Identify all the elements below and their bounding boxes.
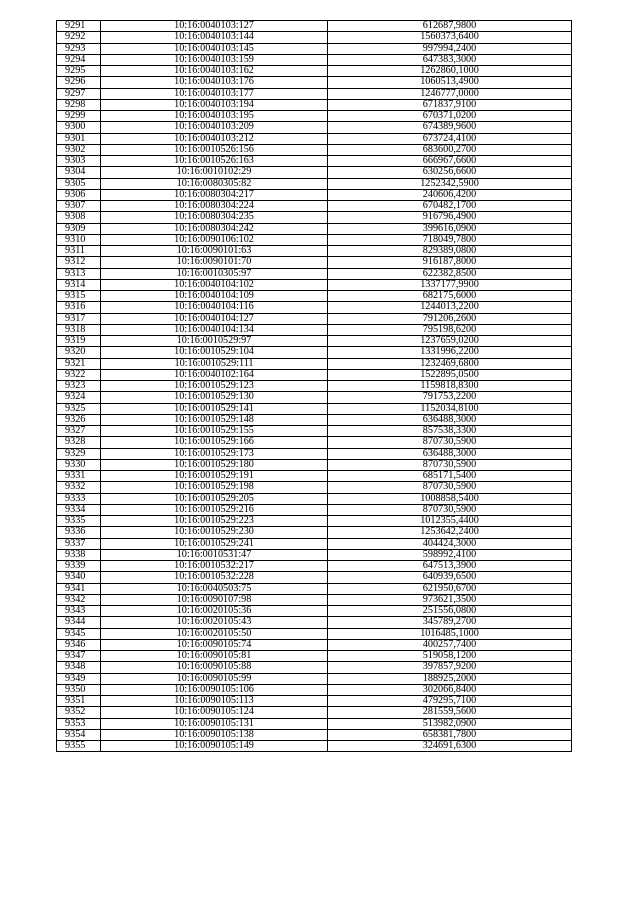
row-number-cell: 9351 — [57, 696, 101, 707]
row-number-cell: 9350 — [57, 684, 101, 695]
row-number-cell: 9352 — [57, 707, 101, 718]
cadastral-value-cell: 673724,4100 — [328, 133, 572, 144]
table-row — [57, 662, 572, 673]
table-row — [57, 88, 572, 99]
cadastral-number-cell: 10:16:0010526:163 — [101, 156, 328, 167]
row-number-cell: 9302 — [57, 144, 101, 155]
row-number-cell: 9347 — [57, 651, 101, 662]
cadastral-number-cell: 10:16:0040103:145 — [101, 43, 328, 54]
table-row — [57, 572, 572, 583]
table-row — [57, 504, 572, 515]
row-number-cell: 9325 — [57, 403, 101, 414]
cadastral-value-cell: 400257,7400 — [328, 639, 572, 650]
table-row — [57, 628, 572, 639]
row-number-cell: 9318 — [57, 324, 101, 335]
cadastral-number-cell: 10:16:0010305:97 — [101, 268, 328, 279]
table-row — [57, 741, 572, 752]
cadastral-value-cell: 682175,6000 — [328, 291, 572, 302]
cadastral-value-cell: 1152034,8100 — [328, 403, 572, 414]
cadastral-value-cell: 870730,5900 — [328, 482, 572, 493]
cadastral-number-cell: 10:16:0090107:98 — [101, 594, 328, 605]
table-row — [57, 617, 572, 628]
row-number-cell: 9320 — [57, 347, 101, 358]
cadastral-number-cell: 10:16:0040103:177 — [101, 88, 328, 99]
row-number-cell: 9341 — [57, 583, 101, 594]
cadastral-number-cell: 10:16:0010529:198 — [101, 482, 328, 493]
row-number-cell: 9296 — [57, 77, 101, 88]
table-row — [57, 246, 572, 257]
cadastral-value-cell: 1060513,4900 — [328, 77, 572, 88]
cadastral-value-cell: 636488,3000 — [328, 448, 572, 459]
table-row — [57, 291, 572, 302]
cadastral-value-cell: 685171,5400 — [328, 471, 572, 482]
row-number-cell: 9339 — [57, 561, 101, 572]
cadastral-number-cell: 10:16:0040103:162 — [101, 66, 328, 77]
cadastral-value-cell: 791753,2200 — [328, 392, 572, 403]
cadastral-value-cell: 513982,0900 — [328, 718, 572, 729]
cadastral-number-cell: 10:16:0040103:144 — [101, 32, 328, 43]
row-number-cell: 9307 — [57, 201, 101, 212]
cadastral-value-cell: 479295,7100 — [328, 696, 572, 707]
cadastral-number-cell: 10:16:0010532:228 — [101, 572, 328, 583]
cadastral-number-cell: 10:16:0040103:195 — [101, 111, 328, 122]
cadastral-number-cell: 10:16:0010531:47 — [101, 549, 328, 560]
cadastral-value-cell: 1232469,6800 — [328, 358, 572, 369]
cadastral-value-cell: 1560373,6400 — [328, 32, 572, 43]
table-row — [57, 594, 572, 605]
row-number-cell: 9344 — [57, 617, 101, 628]
cadastral-value-cell: 1016485,1000 — [328, 628, 572, 639]
table-row — [57, 313, 572, 324]
cadastral-value-cell: 997994,2400 — [328, 43, 572, 54]
table-row — [57, 257, 572, 268]
cadastral-number-cell: 10:16:0080304:242 — [101, 223, 328, 234]
table-row — [57, 493, 572, 504]
cadastral-number-cell: 10:16:0080304:217 — [101, 189, 328, 200]
table-row — [57, 32, 572, 43]
row-number-cell: 9300 — [57, 122, 101, 133]
cadastral-number-cell: 10:16:0010529:104 — [101, 347, 328, 358]
row-number-cell: 9348 — [57, 662, 101, 673]
cadastral-number-cell: 10:16:0010529:141 — [101, 403, 328, 414]
cadastral-value-cell: 636488,3000 — [328, 414, 572, 425]
row-number-cell: 9299 — [57, 111, 101, 122]
cadastral-number-cell: 10:16:0090105:149 — [101, 741, 328, 752]
table-row — [57, 302, 572, 313]
row-number-cell: 9292 — [57, 32, 101, 43]
row-number-cell: 9321 — [57, 358, 101, 369]
cadastral-value-cell: 1008858,5400 — [328, 493, 572, 504]
table-row — [57, 234, 572, 245]
cadastral-value-cell: 1331996,2200 — [328, 347, 572, 358]
cadastral-value-cell: 857538,3300 — [328, 426, 572, 437]
cadastral-number-cell: 10:16:0090105:138 — [101, 729, 328, 740]
cadastral-value-cell: 630256,6600 — [328, 167, 572, 178]
table-row — [57, 707, 572, 718]
cadastral-value-cell: 870730,5900 — [328, 504, 572, 515]
cadastral-value-cell: 1244013,2200 — [328, 302, 572, 313]
table-row — [57, 729, 572, 740]
cadastral-number-cell: 10:16:0010529:130 — [101, 392, 328, 403]
table-row — [57, 583, 572, 594]
cadastral-value-cell: 674389,9600 — [328, 122, 572, 133]
cadastral-value-cell: 622382,8500 — [328, 268, 572, 279]
table-row — [57, 516, 572, 527]
cadastral-value-cell: 791206,2600 — [328, 313, 572, 324]
table-row — [57, 426, 572, 437]
table-row — [57, 549, 572, 560]
cadastral-value-cell: 519058,1200 — [328, 651, 572, 662]
row-number-cell: 9329 — [57, 448, 101, 459]
table-row — [57, 167, 572, 178]
cadastral-value-cell: 1159818,8300 — [328, 381, 572, 392]
cadastral-value-cell: 1337177,9900 — [328, 279, 572, 290]
row-number-cell: 9326 — [57, 414, 101, 425]
row-number-cell: 9298 — [57, 99, 101, 110]
cadastral-number-cell: 10:16:0040104:127 — [101, 313, 328, 324]
cadastral-number-cell: 10:16:0010529:173 — [101, 448, 328, 459]
cadastral-number-cell: 10:16:0040104:109 — [101, 291, 328, 302]
cadastral-value-cell: 1262860,1000 — [328, 66, 572, 77]
cadastral-value-cell: 345789,2700 — [328, 617, 572, 628]
table-row — [57, 527, 572, 538]
row-number-cell: 9349 — [57, 673, 101, 684]
cadastral-value-cell: 397857,9200 — [328, 662, 572, 673]
row-number-cell: 9297 — [57, 88, 101, 99]
cadastral-number-cell: 10:16:0020105:50 — [101, 628, 328, 639]
row-number-cell: 9306 — [57, 189, 101, 200]
row-number-cell: 9291 — [57, 21, 101, 32]
cadastral-number-cell: 10:16:0010529:230 — [101, 527, 328, 538]
table-row — [57, 122, 572, 133]
table-row — [57, 718, 572, 729]
table-row — [57, 21, 572, 32]
cadastral-number-cell: 10:16:0020105:43 — [101, 617, 328, 628]
table-row — [57, 156, 572, 167]
cadastral-number-cell: 10:16:0040103:212 — [101, 133, 328, 144]
row-number-cell: 9313 — [57, 268, 101, 279]
row-number-cell: 9336 — [57, 527, 101, 538]
cadastral-number-cell: 10:16:0010532:217 — [101, 561, 328, 572]
cadastral-number-cell: 10:16:0010529:155 — [101, 426, 328, 437]
row-number-cell: 9354 — [57, 729, 101, 740]
table-row — [57, 684, 572, 695]
cadastral-number-cell: 10:16:0010529:166 — [101, 437, 328, 448]
row-number-cell: 9301 — [57, 133, 101, 144]
cadastral-value-cell: 240606,4200 — [328, 189, 572, 200]
cadastral-number-cell: 10:16:0040103:159 — [101, 54, 328, 65]
table-row — [57, 336, 572, 347]
row-number-cell: 9343 — [57, 606, 101, 617]
row-number-cell: 9311 — [57, 246, 101, 257]
row-number-cell: 9323 — [57, 381, 101, 392]
row-number-cell: 9305 — [57, 178, 101, 189]
table-row — [57, 561, 572, 572]
cadastral-number-cell: 10:16:0010529:223 — [101, 516, 328, 527]
cadastral-number-cell: 10:16:0090101:63 — [101, 246, 328, 257]
table-row — [57, 144, 572, 155]
row-number-cell: 9312 — [57, 257, 101, 268]
cadastral-number-cell: 10:16:0040102:164 — [101, 369, 328, 380]
table-row — [57, 381, 572, 392]
cadastral-value-table — [56, 20, 572, 752]
row-number-cell: 9353 — [57, 718, 101, 729]
row-number-cell: 9304 — [57, 167, 101, 178]
table-row — [57, 358, 572, 369]
cadastral-number-cell: 10:16:0040104:116 — [101, 302, 328, 313]
row-number-cell: 9345 — [57, 628, 101, 639]
cadastral-value-cell: 718049,7800 — [328, 234, 572, 245]
table-row — [57, 43, 572, 54]
row-number-cell: 9303 — [57, 156, 101, 167]
cadastral-number-cell: 10:16:0010529:191 — [101, 471, 328, 482]
cadastral-number-cell: 10:16:0040104:102 — [101, 279, 328, 290]
cadastral-number-cell: 10:16:0090101:70 — [101, 257, 328, 268]
table-row — [57, 448, 572, 459]
row-number-cell: 9309 — [57, 223, 101, 234]
cadastral-value-cell: 281559,5600 — [328, 707, 572, 718]
cadastral-value-cell: 666967,6600 — [328, 156, 572, 167]
cadastral-number-cell: 10:16:0090105:81 — [101, 651, 328, 662]
table-row — [57, 538, 572, 549]
row-number-cell: 9330 — [57, 459, 101, 470]
row-number-cell: 9294 — [57, 54, 101, 65]
cadastral-number-cell: 10:16:0010529:97 — [101, 336, 328, 347]
table-row — [57, 189, 572, 200]
cadastral-number-cell: 10:16:0010529:180 — [101, 459, 328, 470]
cadastral-value-cell: 302066,8400 — [328, 684, 572, 695]
cadastral-number-cell: 10:16:0090105:113 — [101, 696, 328, 707]
table-row — [57, 77, 572, 88]
cadastral-value-cell: 829389,0800 — [328, 246, 572, 257]
cadastral-value-cell: 670371,0200 — [328, 111, 572, 122]
cadastral-number-cell: 10:16:0090105:74 — [101, 639, 328, 650]
row-number-cell: 9328 — [57, 437, 101, 448]
cadastral-value-cell: 671837,9100 — [328, 99, 572, 110]
table-row — [57, 459, 572, 470]
cadastral-number-cell: 10:16:0090105:88 — [101, 662, 328, 673]
cadastral-value-cell: 795198,6200 — [328, 324, 572, 335]
cadastral-number-cell: 10:16:0010529:241 — [101, 538, 328, 549]
cadastral-value-cell: 870730,5900 — [328, 459, 572, 470]
cadastral-value-cell: 647383,3000 — [328, 54, 572, 65]
row-number-cell: 9337 — [57, 538, 101, 549]
cadastral-number-cell: 10:16:0090105:131 — [101, 718, 328, 729]
row-number-cell: 9338 — [57, 549, 101, 560]
row-number-cell: 9335 — [57, 516, 101, 527]
cadastral-number-cell: 10:16:0080304:224 — [101, 201, 328, 212]
cadastral-number-cell: 10:16:0040103:127 — [101, 21, 328, 32]
table-row — [57, 212, 572, 223]
cadastral-value-cell: 640939,6500 — [328, 572, 572, 583]
row-number-cell: 9355 — [57, 741, 101, 752]
cadastral-number-cell: 10:16:0010529:111 — [101, 358, 328, 369]
table-row — [57, 392, 572, 403]
row-number-cell: 9317 — [57, 313, 101, 324]
table-row — [57, 369, 572, 380]
table-row — [57, 324, 572, 335]
cadastral-number-cell: 10:16:0040103:194 — [101, 99, 328, 110]
row-number-cell: 9314 — [57, 279, 101, 290]
row-number-cell: 9310 — [57, 234, 101, 245]
row-number-cell: 9342 — [57, 594, 101, 605]
cadastral-number-cell: 10:16:0080304:235 — [101, 212, 328, 223]
row-number-cell: 9319 — [57, 336, 101, 347]
cadastral-number-cell: 10:16:0010102:29 — [101, 167, 328, 178]
cadastral-value-cell: 1522895,0500 — [328, 369, 572, 380]
cadastral-value-cell: 399616,0900 — [328, 223, 572, 234]
cadastral-number-cell: 10:16:0080305:82 — [101, 178, 328, 189]
cadastral-value-cell: 916187,8000 — [328, 257, 572, 268]
cadastral-number-cell: 10:16:0090105:99 — [101, 673, 328, 684]
row-number-cell: 9333 — [57, 493, 101, 504]
row-number-cell: 9308 — [57, 212, 101, 223]
cadastral-value-cell: 1253642,2400 — [328, 527, 572, 538]
row-number-cell: 9315 — [57, 291, 101, 302]
cadastral-number-cell: 10:16:0090106:102 — [101, 234, 328, 245]
cadastral-number-cell: 10:16:0010526:156 — [101, 144, 328, 155]
cadastral-value-cell: 1012355,4400 — [328, 516, 572, 527]
table-row — [57, 99, 572, 110]
table-row — [57, 268, 572, 279]
row-number-cell: 9295 — [57, 66, 101, 77]
cadastral-number-cell: 10:16:0040103:176 — [101, 77, 328, 88]
table-row — [57, 223, 572, 234]
table-row — [57, 54, 572, 65]
cadastral-number-cell: 10:16:0090105:106 — [101, 684, 328, 695]
row-number-cell: 9334 — [57, 504, 101, 515]
row-number-cell: 9324 — [57, 392, 101, 403]
cadastral-value-cell: 324691,6300 — [328, 741, 572, 752]
cadastral-number-cell: 10:16:0090105:124 — [101, 707, 328, 718]
table-row — [57, 606, 572, 617]
table-body — [57, 21, 572, 752]
table-row — [57, 696, 572, 707]
cadastral-value-cell: 670482,1700 — [328, 201, 572, 212]
row-number-cell: 9327 — [57, 426, 101, 437]
table-row — [57, 437, 572, 448]
cadastral-number-cell: 10:16:0020105:36 — [101, 606, 328, 617]
cadastral-number-cell: 10:16:0040103:209 — [101, 122, 328, 133]
cadastral-value-cell: 188925,2000 — [328, 673, 572, 684]
table-row — [57, 403, 572, 414]
table-row — [57, 673, 572, 684]
cadastral-value-cell: 658381,7800 — [328, 729, 572, 740]
cadastral-number-cell: 10:16:0010529:216 — [101, 504, 328, 515]
row-number-cell: 9332 — [57, 482, 101, 493]
cadastral-number-cell: 10:16:0010529:148 — [101, 414, 328, 425]
table-row — [57, 178, 572, 189]
cadastral-value-cell: 683600,2700 — [328, 144, 572, 155]
cadastral-value-cell: 916796,4900 — [328, 212, 572, 223]
table-row — [57, 414, 572, 425]
cadastral-number-cell: 10:16:0040104:134 — [101, 324, 328, 335]
table-row — [57, 482, 572, 493]
table-row — [57, 279, 572, 290]
table-row — [57, 111, 572, 122]
table-row — [57, 133, 572, 144]
table-row — [57, 347, 572, 358]
row-number-cell: 9316 — [57, 302, 101, 313]
cadastral-value-cell: 251556,0800 — [328, 606, 572, 617]
cadastral-value-cell: 647513,3900 — [328, 561, 572, 572]
cadastral-number-cell: 10:16:0040503:75 — [101, 583, 328, 594]
row-number-cell: 9346 — [57, 639, 101, 650]
cadastral-value-cell: 870730,5900 — [328, 437, 572, 448]
row-number-cell: 9322 — [57, 369, 101, 380]
cadastral-value-cell: 1246777,0000 — [328, 88, 572, 99]
cadastral-value-cell: 973621,3500 — [328, 594, 572, 605]
table-row — [57, 201, 572, 212]
cadastral-value-cell: 1252342,5900 — [328, 178, 572, 189]
row-number-cell: 9340 — [57, 572, 101, 583]
cadastral-value-cell: 404424,3000 — [328, 538, 572, 549]
row-number-cell: 9293 — [57, 43, 101, 54]
table-row — [57, 471, 572, 482]
row-number-cell: 9331 — [57, 471, 101, 482]
cadastral-value-cell: 612687,9800 — [328, 21, 572, 32]
cadastral-number-cell: 10:16:0010529:123 — [101, 381, 328, 392]
table-row — [57, 639, 572, 650]
cadastral-value-cell: 598992,4100 — [328, 549, 572, 560]
cadastral-number-cell: 10:16:0010529:205 — [101, 493, 328, 504]
cadastral-value-cell: 1237659,0200 — [328, 336, 572, 347]
table-row — [57, 66, 572, 77]
cadastral-value-cell: 621950,6700 — [328, 583, 572, 594]
table-row — [57, 651, 572, 662]
